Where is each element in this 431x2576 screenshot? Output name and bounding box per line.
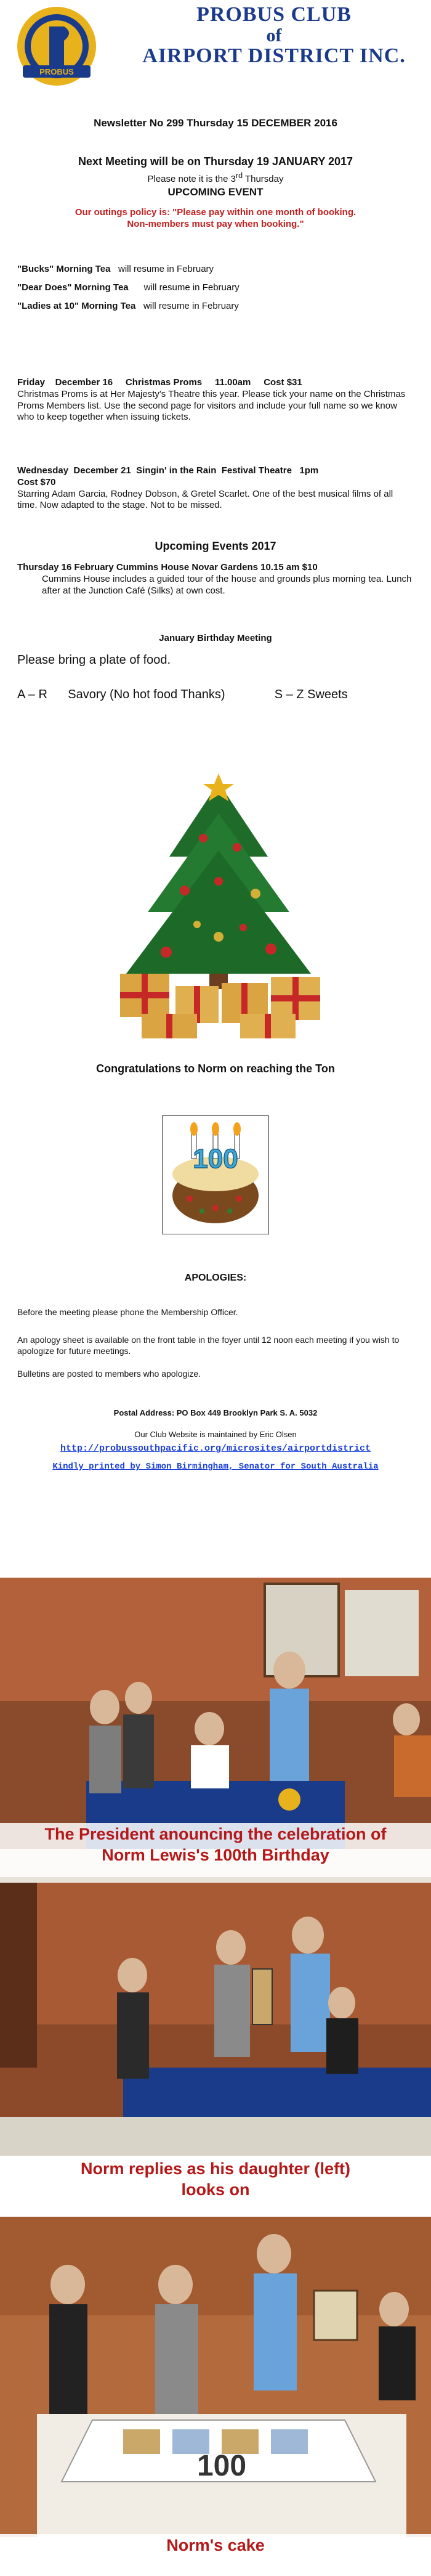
birthday-cake-image: [162, 1115, 269, 1234]
svg-text:PROBUS: PROBUS: [39, 67, 74, 76]
club-title-line2: of: [266, 25, 282, 46]
club-title-line1: PROBUS CLUB: [196, 3, 352, 26]
event-singin-in-the-rain: Wednesday December 21 Singin' in the Rain Festival Theatre 1pm Cost $70 Starring Adam Garcia, Rodney Dobson, & Gretel Scarlet. One of the best musical films of all time. Now adapted to the stage. Not to be missed.: [17, 465, 393, 511]
photo-caption-norms-cake: Norm's cake: [0, 2534, 431, 2572]
svg-text:100: 100: [193, 1144, 238, 1174]
postal-address: Postal Address: PO Box 449 Brooklyn Park S. A. 5032: [113, 1408, 318, 1417]
probus-logo: [7, 5, 106, 88]
club-title-line3: AIRPORT DISTRICT INC.: [142, 44, 406, 68]
morning-tea-item: "Bucks" Morning Tea will resume in February: [17, 264, 214, 274]
plate-allocation: A – R Savory (No hot food Thanks) S – Z Sweets: [17, 688, 348, 701]
apology-phone: Before the meeting please phone the Membership Officer.: [17, 1307, 238, 1317]
next-meeting: Next Meeting will be on Thursday 19 JANUARY 2017: [78, 155, 353, 168]
apology-sheet: An apology sheet is available on the front table in the foyer until 12 noon each meeting if you wish to apologize for future meetings.: [17, 1335, 400, 1356]
photo-norm-replies: [0, 1883, 431, 2188]
event-christmas-proms: Friday December 16 Christmas Proms 11.00am Cost $31 Christmas Proms is at Her Majesty's Theatre this year. Please tick your name on the Christmas Proms Members list. Use the second page for visitors and include your full name so we know who to keep together when issuing tickets.: [17, 377, 406, 423]
upcoming-events-2017-heading: Upcoming Events 2017: [155, 540, 276, 552]
congratulations-heading: Congratulations to Norm on reaching the Ton: [96, 1062, 335, 1075]
club-website-link[interactable]: http://probussouthpacific.org/microsites/airportdistrict: [60, 1443, 371, 1454]
svg-text:100: 100: [196, 2450, 247, 2482]
event-cummins-house: Thursday 16 February Cummins House Novar Gardens 10.15 am $10 Cummins House includes a guided tour of the house and grounds plus morning tea. Lunch after at the Junction Café (Silks) at own cost.: [17, 562, 412, 596]
photo-caption-president: The President anouncing the celebration of Norm Lewis's 100th Birthday: [0, 1823, 431, 1877]
please-note: Please note it is the 3rd Thursday: [147, 171, 284, 184]
issue-line: Newsletter No 299 Thursday 15 DECEMBER 2016: [94, 117, 337, 129]
christmas-tree-image: [105, 770, 332, 1041]
photo-caption-norm-replies: Norm replies as his daughter (left) looks on: [0, 2156, 431, 2220]
apology-bulletins: Bulletins are posted to members who apologize.: [17, 1369, 201, 1379]
club-title: [123, 4, 425, 67]
photo-norms-cake: [0, 2217, 431, 2537]
upcoming-event-heading: UPCOMING EVENT: [167, 186, 264, 198]
birthday-meeting-heading: January Birthday Meeting: [159, 633, 272, 643]
website-note: Our Club Website is maintained by Eric Olsen: [134, 1430, 297, 1439]
header: [0, 0, 431, 92]
morning-tea-item: "Ladies at 10" Morning Tea will resume in February: [17, 301, 239, 311]
outings-policy: Our outings policy is: "Please pay within one month of booking. Non-members must pay when booking.": [75, 207, 356, 229]
apologies-heading: APOLOGIES:: [184, 1273, 247, 1283]
morning-tea-item: "Dear Does" Morning Tea will resume in February: [17, 282, 240, 293]
bring-plate: Please bring a plate of food.: [17, 653, 171, 667]
printed-by-link[interactable]: Kindly printed by Simon Birmingham, Senator for South Australia: [52, 1462, 379, 1472]
